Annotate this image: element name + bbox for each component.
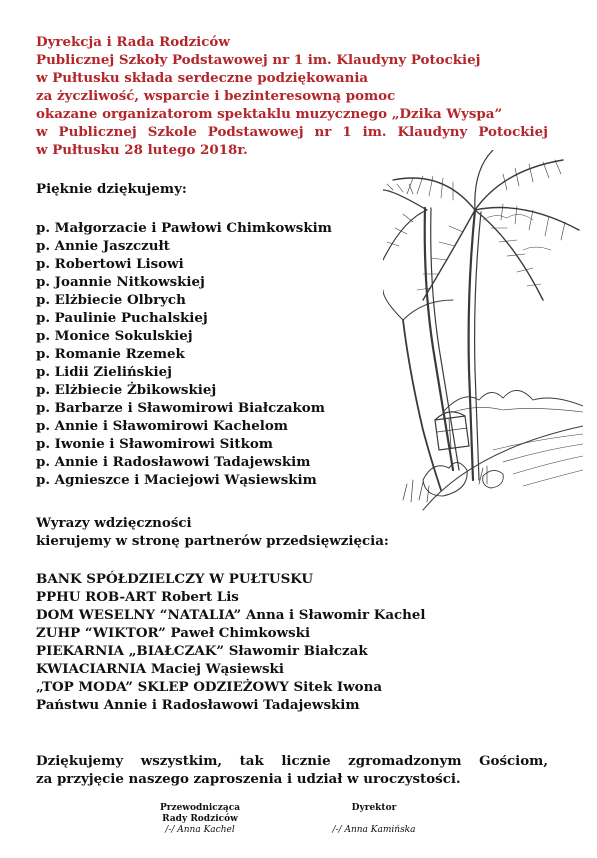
header-line-7: w Pułtusku 28 lutego 2018r.	[36, 142, 248, 158]
header-line-3: w Pułtusku składa serdeczne podziękowania	[36, 70, 369, 86]
thanks-heading: Pięknie dziękujemy:	[36, 181, 187, 197]
partner-person: Sitek Iwona	[288, 679, 383, 695]
thanks-list-item: p. Elżbiecie Olbrych	[36, 292, 186, 308]
header-word: Potockiej	[478, 124, 548, 140]
partner-person: Anna i Sławomir Kachel	[241, 607, 426, 623]
closing-word: Dziękujemy	[36, 753, 124, 769]
thanks-list-item: p. Romanie Rzemek	[36, 346, 185, 362]
signature-right	[314, 803, 434, 836]
closing-line-1	[36, 752, 548, 770]
closing-word: Gościom,	[479, 753, 548, 769]
thanks-list-item: p. Barbarze i Sławomirowi Białczakom	[36, 400, 325, 416]
header-line-5: okazane organizatorom spektaklu muzycznego „Dzika Wyspa”	[36, 106, 503, 122]
thanks-list-item: p. Agnieszce i Maciejowi Wąsiewskim	[36, 472, 317, 488]
header-word: Publicznej	[58, 124, 137, 140]
partner-item	[36, 624, 310, 642]
signature-left	[140, 803, 260, 836]
closing-word: tak	[239, 753, 264, 769]
partner-item	[36, 606, 426, 624]
header-line-1: Dyrekcja i Rada Rodziców	[36, 34, 230, 50]
partner-item	[36, 570, 313, 589]
header-word: Szkole	[147, 124, 197, 140]
header-word: Podstawowej	[207, 124, 304, 140]
signature-right-title: Dyrektor	[351, 803, 397, 813]
thanks-list-item: p. Paulinie Puchalskiej	[36, 310, 208, 326]
partner-name: DOM WESELNY “NATALIA”	[36, 607, 242, 623]
header-word: Klaudyny	[397, 124, 468, 140]
partner-name: KWIACIARNIA	[36, 661, 147, 677]
partner-person: Sławomir Białczak	[224, 643, 368, 659]
signature-left-title-2: Rady Rodziców	[162, 814, 238, 824]
closing-word: wszystkim,	[140, 753, 223, 769]
thanks-list-item: p. Monice Sokulskiej	[36, 328, 193, 344]
partner-person: Robert Lis	[156, 589, 239, 605]
signature-left-name: /-/ Anna Kachel	[165, 825, 235, 835]
signature-right-name: /-/ Anna Kamińska	[332, 825, 416, 835]
header-word: w	[36, 124, 48, 140]
header-line-4: za życzliwość, wsparcie i bezinteresowną pomoc	[36, 88, 396, 104]
partner-name: PIEKARNIA „BIAŁCZAK”	[36, 643, 225, 659]
header-word: 1	[342, 124, 352, 140]
header-line-2: Publicznej Szkoły Podstawowej nr 1 im. Klaudyny Potockiej	[36, 52, 481, 68]
closing-word: zgromadzonym	[348, 753, 462, 769]
thanks-list-item: p. Annie i Sławomirowi Kachelom	[36, 418, 288, 434]
partner-person: Państwu Annie i Radosławowi Tadajewskim	[36, 697, 360, 713]
thanks-list-item: p. Lidii Zielińskiej	[36, 364, 172, 380]
partner-item	[36, 696, 360, 714]
thanks-list-item: p. Annie Jaszczułt	[36, 238, 170, 254]
partner-person: Paweł Chimkowski	[165, 625, 311, 641]
thanks-list-item: p. Joannie Nitkowskiej	[36, 274, 205, 290]
header-word: im.	[362, 124, 387, 140]
partners-intro-1: Wyrazy wdzięczności	[36, 515, 192, 531]
thanks-list-item: p. Elżbiecie Żbikowskiej	[36, 382, 217, 398]
thanks-list-item: p. Annie i Radosławowi Tadajewskim	[36, 454, 311, 470]
thanks-list-item: p. Iwonie i Sławomirowi Sitkom	[36, 436, 273, 452]
thanks-list-item: p. Małgorzacie i Pawłowi Chimkowskim	[36, 220, 332, 236]
partner-item	[36, 678, 382, 696]
header-word: nr	[314, 124, 332, 140]
partner-item	[36, 642, 368, 660]
header-line-6	[36, 123, 548, 141]
partners-intro-2: kierujemy w stronę partnerów przedsięwzięcia:	[36, 533, 389, 549]
partner-name: PPHU ROB-ART	[36, 589, 157, 605]
signature-left-title-1: Przewodnicząca	[159, 803, 241, 813]
palm-island-illustration	[383, 150, 583, 520]
partner-person: Maciej Wąsiewski	[146, 661, 284, 677]
partner-name: „TOP MODA” SKLEP ODZIEŻOWY	[36, 679, 289, 695]
thanks-list-item: p. Robertowi Lisowi	[36, 256, 184, 272]
partner-name: ZUHP “WIKTOR”	[36, 625, 166, 641]
partner-name: BANK SPÓŁDZIELCZY W PUŁTUSKU	[36, 571, 314, 587]
partner-item	[36, 660, 284, 678]
closing-line-2: za przyjęcie naszego zaproszenia i udział w uroczystości.	[36, 771, 461, 787]
closing-word: licznie	[281, 753, 331, 769]
partner-item	[36, 588, 239, 606]
